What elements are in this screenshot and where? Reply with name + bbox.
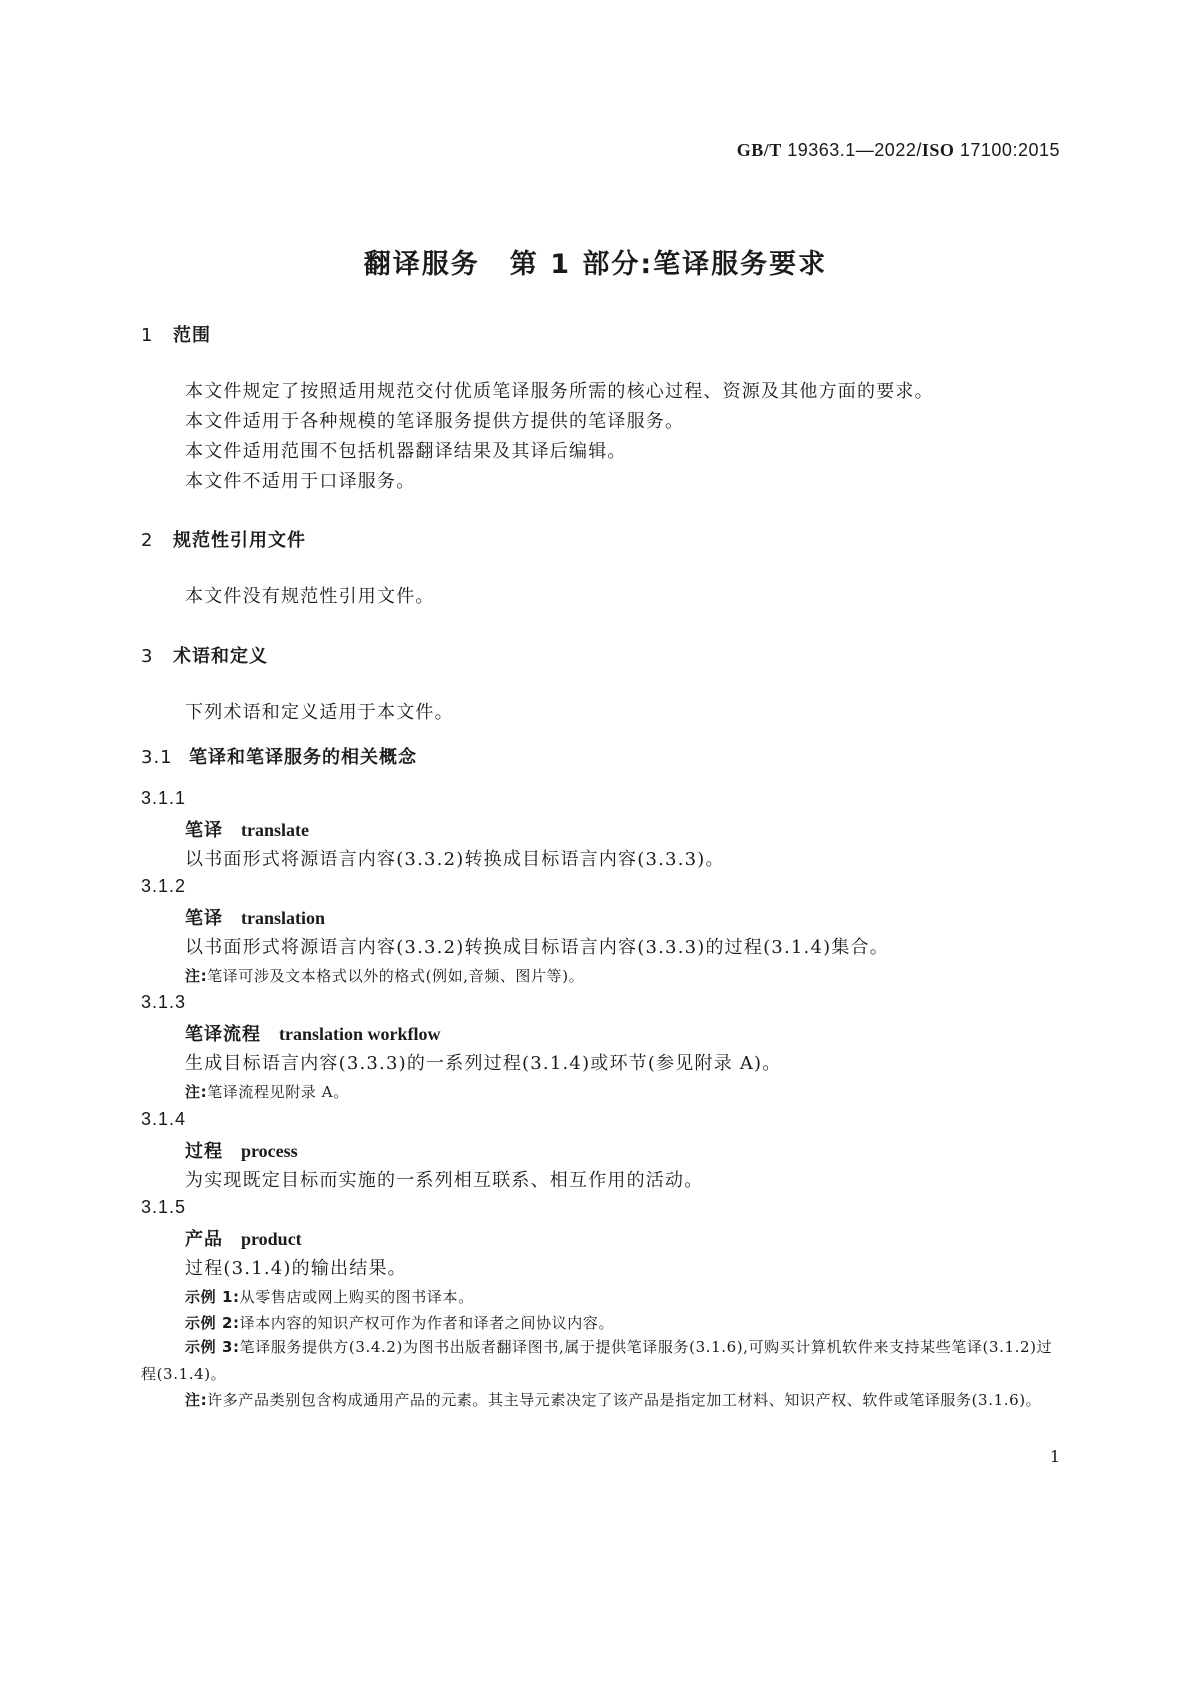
section-heading-scope: 1 范围	[141, 325, 211, 346]
term-heading: 过程 process	[185, 1141, 298, 1162]
term-example-2: 示例 2:译本内容的知识产权可作为作者和译者之间协议内容。	[185, 1314, 615, 1332]
term-definition: 为实现既定目标而实施的一系列相互联系、相互作用的活动。	[185, 1170, 704, 1191]
page-number: 1	[1049, 1447, 1060, 1466]
term-heading: 笔译 translate	[185, 820, 309, 841]
term-heading: 笔译流程 translation workflow	[185, 1024, 441, 1045]
term-definition: 以书面形式将源语言内容(3.3.2)转换成目标语言内容(3.3.3)。	[185, 849, 725, 870]
term-number: 3.1.4	[141, 1109, 187, 1129]
term-example-3: 示例 3:笔译服务提供方(3.4.2)为图书出版者翻译图书,属于提供笔译服务(3.1.6),可购买计算机软件来支持某些笔译(3.1.2)过程(3.1.4)。	[141, 1338, 1053, 1383]
term-number: 3.1.5	[141, 1197, 187, 1217]
terms-intro: 下列术语和定义适用于本文件。	[185, 702, 454, 723]
term-note: 注:笔译可涉及文本格式以外的格式(例如,音频、图片等)。	[185, 967, 585, 985]
term-heading: 产品 product	[185, 1229, 302, 1250]
term-number: 3.1.2	[141, 876, 187, 896]
term-note: 注:许多产品类别包含构成通用产品的元素。其主导元素决定了该产品是指定加工材料、知识产权、软件或笔译服务(3.1.6)。	[185, 1391, 1042, 1409]
term-note: 注:笔译流程见附录 A。	[185, 1083, 349, 1101]
term-number: 3.1.1	[141, 788, 187, 808]
standard-number: GB/T 19363.1—2022/ISO 17100:2015	[736, 140, 1060, 160]
normative-para: 本文件没有规范性引用文件。	[185, 586, 435, 607]
term-definition: 生成目标语言内容(3.3.3)的一系列过程(3.1.4)或环节(参见附录 A)。	[185, 1053, 782, 1074]
term-heading: 笔译 translation	[185, 908, 326, 929]
term-definition: 过程(3.1.4)的输出结果。	[185, 1258, 407, 1279]
section-heading-normative: 2 规范性引用文件	[141, 530, 306, 551]
term-definition: 以书面形式将源语言内容(3.3.2)转换成目标语言内容(3.3.3)的过程(3.1.4)集合。	[185, 937, 889, 958]
document-title: 翻译服务 第 1 部分:笔译服务要求	[363, 249, 828, 280]
scope-para-4: 本文件不适用于口译服务。	[185, 471, 416, 492]
scope-para-1: 本文件规定了按照适用规范交付优质笔译服务所需的核心过程、资源及其他方面的要求。	[185, 381, 934, 402]
term-number: 3.1.3	[141, 992, 187, 1012]
section-heading-terms: 3 术语和定义	[141, 646, 268, 667]
scope-para-3: 本文件适用范围不包括机器翻译结果及其译后编辑。	[185, 441, 627, 462]
scope-para-2: 本文件适用于各种规模的笔译服务提供方提供的笔译服务。	[185, 411, 685, 432]
term-example-1: 示例 1:从零售店或网上购买的图书译本。	[185, 1288, 474, 1306]
subsection-heading: 3.1 笔译和笔译服务的相关概念	[141, 747, 417, 768]
